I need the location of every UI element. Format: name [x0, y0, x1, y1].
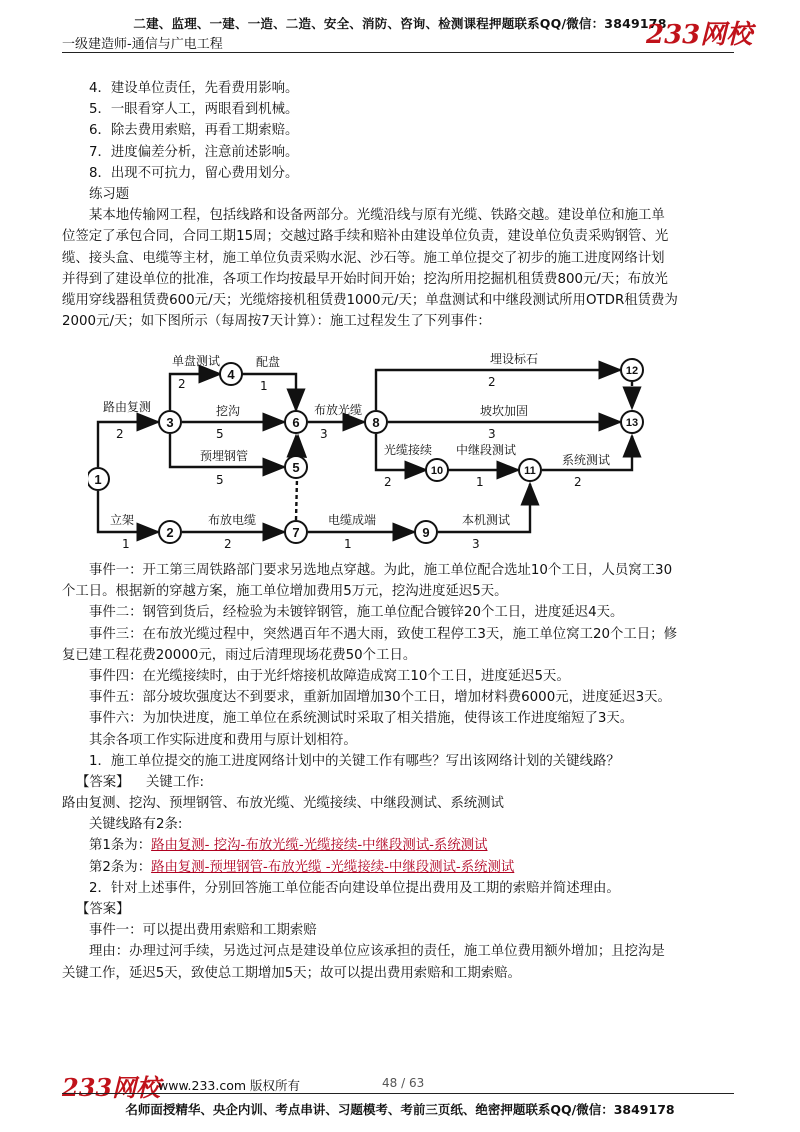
text-block-1	[62, 78, 738, 332]
question-1: 1．施工单位提交的施工进度网络计划中的关键工作有哪些？写出该网络计划的关键线路？	[89, 753, 620, 769]
activity-duration: 2	[488, 375, 496, 389]
intro-line: 位签定了承包合同，合同工期15周；交越过路手续和赔补由建设单位负责，建设单位负责采购钢管、光	[62, 229, 669, 245]
activity-duration: 3	[320, 427, 328, 441]
question-2: 2．针对上述事件，分别回答施工单位能否向建设单位提出费用及工期的索赔并简述理由。	[89, 880, 620, 896]
intro-line: 2000元/天；如下图所示（每周按7天计算）：施工过程发生了下列事件：	[62, 314, 491, 330]
activity-label: 挖沟	[216, 404, 241, 418]
mnemonic-line: 4．建设单位责任，先看费用影响。	[89, 81, 299, 96]
activity-label: 路由复测	[103, 400, 152, 414]
activity-duration: 2	[178, 377, 186, 391]
activity-label: 配盘	[256, 355, 281, 369]
event-line: 个工日。根据新的穿越方案，施工单位增加费用5万元，挖沟进度延迟5天。	[62, 584, 508, 600]
activity-duration: 1	[122, 537, 130, 551]
critical-path-2	[62, 857, 738, 878]
node-label: 9	[422, 525, 430, 540]
activity-duration: 2	[574, 475, 582, 489]
path-prefix: 第2条为：	[89, 859, 152, 875]
mnemonic-line: 8．出现不可抗力，留心费用划分。	[89, 165, 299, 181]
activity-duration: 1	[476, 475, 484, 489]
mnemonic-line: 6．除去费用索赔，再看工期索赔。	[89, 123, 299, 139]
answer-label: 【答案】	[76, 774, 130, 790]
event-line: 事件一：开工第三周铁路部门要求另选地点穿越。为此，施工单位配合选址10个工日，人员窝工30	[89, 563, 673, 578]
activity-label: 埋设标石	[490, 352, 539, 366]
key-work-label: 关键工作:	[146, 774, 205, 790]
answer-label: 【答案】	[76, 902, 130, 917]
critical-paths-label: 关键线路有2条:	[89, 817, 183, 833]
activity-duration: 5	[216, 473, 224, 487]
event1-answer: 事件一：可以提出费用索赔和工期索赔	[89, 923, 317, 939]
activity-label: 中继段测试	[456, 443, 517, 457]
node-label: 10	[430, 465, 444, 477]
node-label: 12	[625, 365, 639, 377]
arrow-4-6	[242, 374, 296, 410]
arrow-1-3	[98, 422, 158, 467]
activity-label: 立架	[110, 513, 135, 527]
activity-label: 本机测试	[462, 513, 511, 527]
header-banner: 二建、监理、一建、一造、二造、安全、消防、咨询、检测课程押题联系QQ/微信：3849178	[133, 16, 667, 31]
footer-logo: 233网校	[62, 1073, 161, 1102]
event-line: 事件三：在布放光缆过程中，突然遇百年不遇大雨，致使工程停工3天，施工单位窝工20个工日；修	[89, 626, 677, 642]
intro-line: 并得到了建设单位的批准，各项工作均按最早开始时间开始；挖沟所用挖掘机租赁费800元/天；布放光	[62, 271, 668, 287]
node-label: 5	[292, 460, 300, 475]
page-number: 48 / 63	[382, 1076, 425, 1090]
intro-line: 缆、接头盒、电缆等主材，施工单位负责采购水泥、沙石等。施工单位提交了初步的施工进度网络计划	[62, 250, 665, 266]
footer-site[interactable]: www.233.com 版权所有	[158, 1078, 300, 1093]
node-label: 8	[372, 415, 380, 430]
activity-duration: 2	[116, 427, 124, 441]
node-label: 11	[524, 465, 536, 477]
node-label: 7	[292, 525, 300, 540]
path-text: 路由复测- 挖沟-布放光缆-光缆接续-中继段测试-系统测试	[151, 838, 488, 854]
activity-duration: 5	[216, 427, 224, 441]
text-block-2	[62, 560, 738, 984]
event-line: 其余各项工作实际进度和费用与原计划相符。	[89, 732, 357, 748]
activity-label: 坡坎加固	[480, 404, 529, 418]
activity-duration: 2	[384, 475, 392, 489]
path-text: 路由复测-预埋钢管-布放光缆 -光缆接续-中继段测试-系统测试	[151, 859, 515, 875]
node-label: 13	[625, 417, 639, 429]
header-subtitle: 一级建造师-通信与广电工程	[62, 37, 223, 52]
critical-path-1	[62, 835, 738, 856]
exercise-title: 练习题	[89, 186, 130, 202]
event-line: 复已建工程花费20000元，雨过后清理现场花费50个工日。	[62, 647, 417, 663]
activity-duration: 3	[472, 537, 480, 551]
mnemonic-line: 5．一眼看穿人工，两眼看到机械。	[89, 102, 299, 118]
header-rule	[62, 52, 734, 53]
reason-line: 关键工作，延迟5天，致使总工期增加5天；故可以提出费用索赔和工期索赔。	[62, 965, 521, 981]
activity-duration: 1	[344, 537, 352, 551]
network-diagram	[88, 352, 708, 552]
intro-line: 缆用穿线器租赁费600元/天；光缆熔接机租赁费1000元/天；单盘测试和中继段测试所用OTDR租赁费为	[62, 292, 678, 308]
node-label: 1	[94, 472, 102, 487]
activity-label: 预埋钢管	[200, 449, 249, 463]
activity-duration: 2	[224, 537, 232, 551]
header-logo: 233网校	[646, 20, 753, 50]
reason-line: 理由：办理过河手续，另选过河点是建设单位应该承担的责任，施工单位费用额外增加；且挖沟是	[89, 944, 665, 960]
key-work-list: 路由复测、挖沟、预埋钢管、布放光缆、光缆接续、中继段测试、系统测试	[62, 796, 504, 812]
activity-label: 布放光缆	[314, 403, 363, 417]
node-label: 4	[227, 367, 235, 382]
activity-duration: 1	[260, 379, 268, 393]
activity-label: 电缆成端	[328, 513, 377, 527]
node-label: 3	[166, 415, 174, 430]
activity-label: 布放电缆	[208, 513, 257, 527]
path-prefix: 第1条为：	[89, 838, 152, 854]
activity-label: 系统测试	[562, 453, 611, 467]
activity-label: 单盘测试	[172, 354, 221, 368]
event-line: 事件四：在光缆接续时，由于光纤熔接机故障造成窝工10个工日，进度延迟5天。	[89, 668, 570, 684]
activity-label: 光缆接续	[384, 443, 433, 457]
node-label: 6	[292, 415, 300, 430]
activity-duration: 3	[488, 427, 496, 441]
footer-banner: 名师面授精华、央企内训、考点串讲、习题模考、考前三页纸、绝密押题联系QQ/微信：3849178	[125, 1102, 675, 1117]
event-line: 事件二：钢管到货后，经检验为未镀锌钢管，施工单位配合镀锌20个工日，进度延迟4天。	[89, 605, 624, 621]
intro-line: 某本地传输网工程，包括线路和设备两部分。光缆沿线与原有光缆、铁路交越。建设单位和施工单	[89, 208, 665, 224]
node-label: 2	[166, 525, 174, 540]
footer-rule	[62, 1093, 734, 1094]
event-line: 事件五：部分坡坎强度达不到要求，重新加固增加30个工日，增加材料费6000元，进度延迟3天。	[89, 690, 671, 706]
mnemonic-line: 7．进度偏差分析，注意前述影响。	[89, 144, 299, 160]
event-line: 事件六：为加快进度，施工单位在系统测试时采取了相关措施，使得该工作进度缩短了3天。	[89, 711, 634, 727]
